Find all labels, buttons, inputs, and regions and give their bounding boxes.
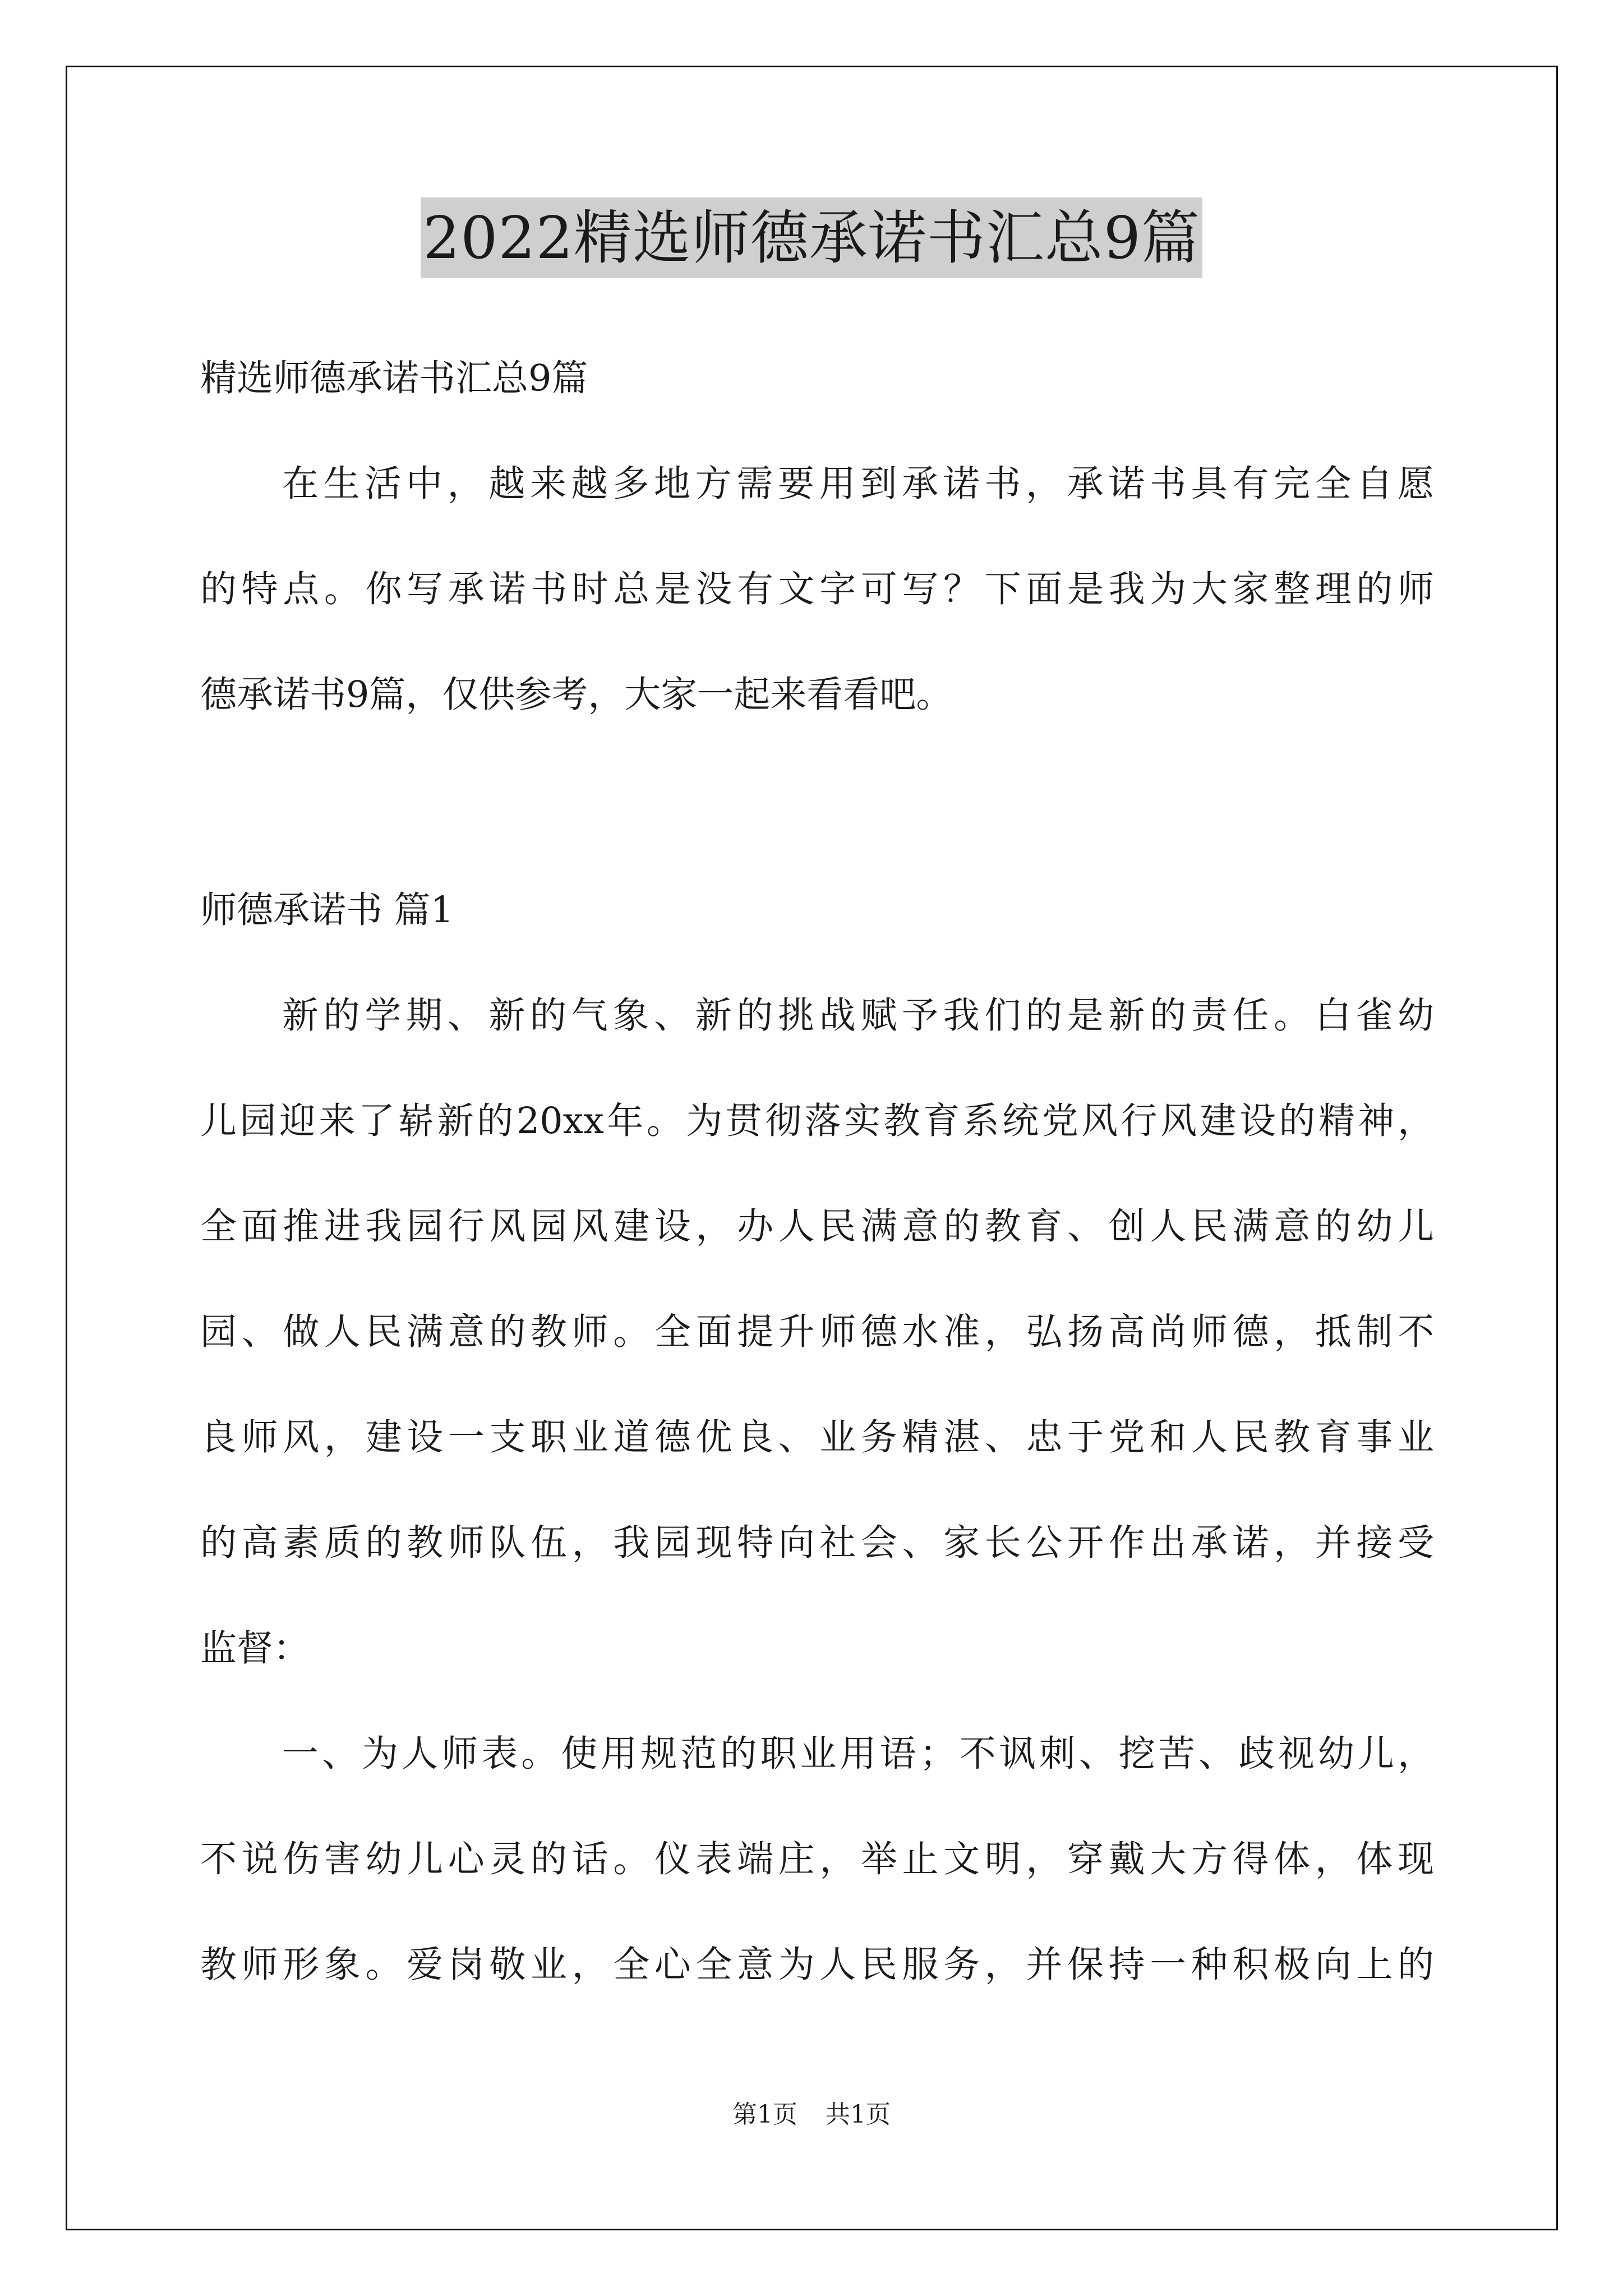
page-footer — [0, 2098, 1623, 2132]
paragraph-line: 良师风，建设一支职业道德优良、业务精湛、忠于党和人民教育事业 — [200, 1416, 1434, 1458]
paragraph-line: 全面推进我园行风园风建设，办人民满意的教育、创人民满意的幼儿 — [200, 1205, 1434, 1248]
paragraph-line: 监督： — [200, 1627, 310, 1669]
paragraph-line: 教师形象。爱岗敬业，全心全意为人民服务，并保持一种积极向上的 — [200, 1944, 1434, 1986]
intro-line: 在生活中，越来越多地方需要用到承诺书，承诺书具有完全自愿 — [282, 463, 1434, 505]
paragraph-line: 一、为人师表。使用规范的职业用语；不讽刺、挖苦、歧视幼儿， — [282, 1733, 1434, 1775]
page-number: 第1页 — [732, 2100, 797, 2129]
paragraph-line: 的高素质的教师队伍，我园现特向社会、家长公开作出承诺，并接受 — [200, 1522, 1434, 1564]
intro-line: 德承诺书9篇，仅供参考，大家一起来看看吧。 — [200, 674, 953, 716]
paragraph-line: 儿园迎来了崭新的20xx年。为贯彻落实教育系统党风行风建设的精神， — [200, 1100, 1434, 1142]
paragraph-line: 园、做人民满意的教师。全面提升师德水准，弘扬高尚师德，抵制不 — [200, 1311, 1434, 1353]
document-subtitle: 精选师德承诺书汇总9篇 — [200, 357, 588, 399]
paragraph-line: 不说伤害幼儿心灵的话。仪表端庄，举止文明，穿戴大方得体，体现 — [200, 1838, 1434, 1880]
section-heading: 师德承诺书 篇1 — [200, 889, 454, 931]
page-total: 共1页 — [826, 2100, 891, 2129]
title-container — [0, 197, 1623, 278]
paragraph-line: 新的学期、新的气象、新的挑战赋予我们的是新的责任。白雀幼 — [282, 995, 1434, 1037]
intro-line: 的特点。你写承诺书时总是没有文字可写？下面是我为大家整理的师 — [200, 568, 1434, 610]
document-title: 2022精选师德承诺书汇总9篇 — [421, 197, 1202, 278]
